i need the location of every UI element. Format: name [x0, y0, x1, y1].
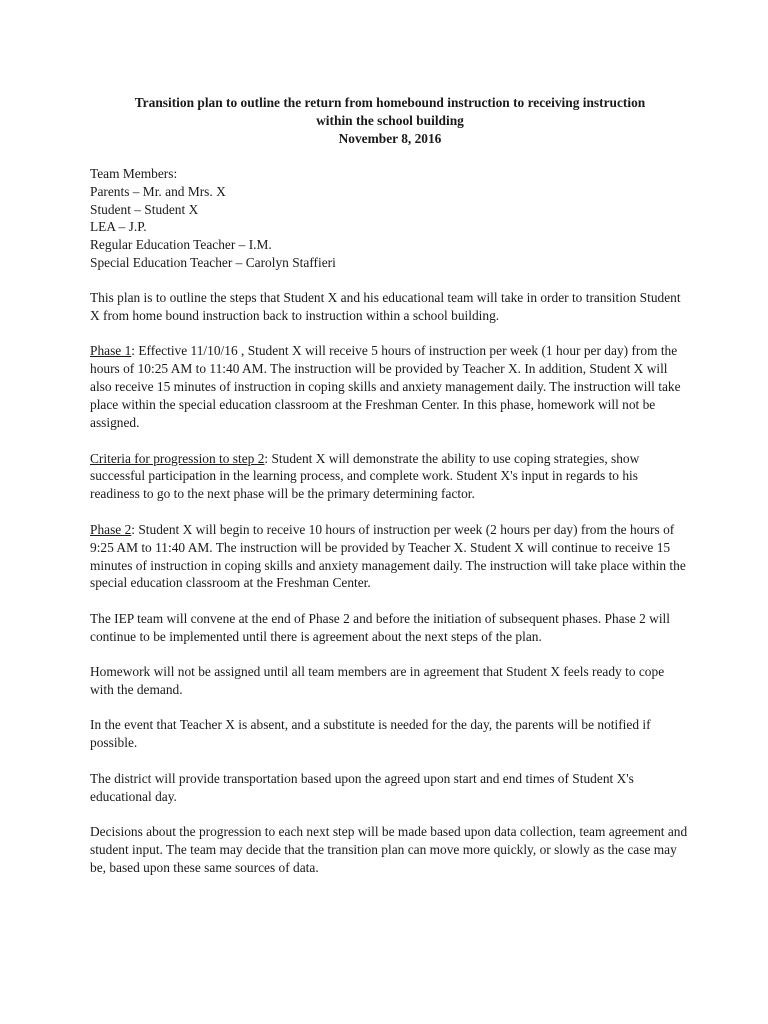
team-member: Student – Student X [90, 201, 199, 217]
phase1-text: : Effective 11/10/16 , Student X will receive 5 hours of instruction per week (1 hour per day) from the hours of 10:25 AM to 11:40 AM. The instruction will be provided by Teacher X. In addition, Student X will also receive 15 minutes of instruction in coping skills and anxiety management daily. The instruction will take place within the special education classroom at the Freshman Center. In this phase, homework will not be assigned. [90, 343, 681, 431]
title-line-1: Transition plan to outline the return from homebound instruction to receiving instruction [134, 95, 646, 110]
homework-paragraph: Homework will not be assigned until all team members are in agreement that Student X feels ready to cope with the demand. [90, 664, 665, 698]
document-date: November 8, 2016 [338, 130, 442, 146]
intro-paragraph: This plan is to outline the steps that Student X and his educational team will take in order to transition Student X from home bound instruction back to instruction within a school building. [90, 290, 681, 324]
criteria-label: Criteria for progression to step 2 [90, 450, 265, 466]
transport-paragraph: The district will provide transportation based upon the agreed upon start and end times of Student X's educational day. [90, 770, 634, 804]
team-member: LEA – J.P. [90, 219, 147, 235]
phase1-paragraph [90, 342, 690, 432]
phase2-text: : Student X will begin to receive 10 hours of instruction per week (2 hours per day) from the hours of 9:25 AM to 11:40 AM. The instruction will be provided by Teacher X. Student X will continue to receive 15 minutes of instruction in coping skills and anxiety management daily. The instruction will take place within the special education classroom at the Freshman Center. [90, 521, 686, 591]
document-title [90, 94, 690, 148]
document-page [90, 94, 690, 894]
phase2-label: Phase 2 [90, 521, 132, 537]
team-member: Regular Education Teacher – I.M. [90, 237, 272, 253]
criteria-paragraph [90, 450, 690, 504]
team-member: Special Education Teacher – Carolyn Staffieri [90, 255, 336, 271]
absence-paragraph: In the event that Teacher X is absent, and a substitute is needed for the day, the parents will be notified if possible. [90, 717, 651, 751]
phase2-paragraph [90, 521, 690, 593]
team-member: Parents – Mr. and Mrs. X [90, 183, 226, 199]
team-members-section [90, 165, 690, 272]
team-heading: Team Members: [90, 165, 178, 181]
decisions-paragraph: Decisions about the progression to each next step will be made based upon data collection, team agreement and student input. The team may decide that the transition plan can move more quickly, or slowly as the case may be, based upon these same sources of data. [90, 824, 688, 875]
iep-paragraph: The IEP team will convene at the end of Phase 2 and before the initiation of subsequent phases. Phase 2 will continue to be implemented until there is agreement about the next steps of the plan. [90, 610, 670, 644]
criteria-text: : Student X will demonstrate the ability to use coping strategies, show successful participation in the learning process, and complete work. Student X's input in regards to his readiness to go to the next phase will be the primary determining factor. [90, 450, 640, 502]
phase1-label: Phase 1 [90, 343, 132, 359]
title-line-2: within the school building [316, 112, 464, 128]
